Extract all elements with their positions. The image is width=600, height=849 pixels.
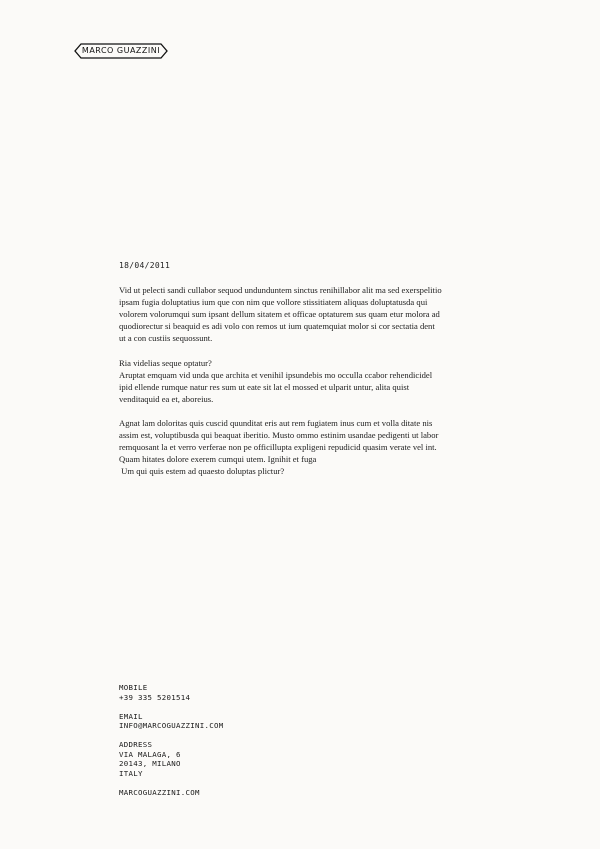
mobile-label: MOBILE [119, 683, 148, 692]
mobile-block [119, 683, 224, 702]
letter-body [119, 284, 487, 490]
paragraph-3 [119, 417, 487, 477]
paragraph-line: ut a con custiis sequossunt. [119, 333, 213, 344]
logo [74, 43, 168, 59]
paragraph-line: Um qui quis estem ad quaesto doluptas plictur? [119, 466, 285, 477]
paragraph-line: quodiorectur si beaquid es adi volo con remos ut ium quatemquiat molor si cor sectatia dent [119, 321, 435, 332]
website-block [119, 788, 224, 798]
address-block [119, 740, 224, 778]
address-line: 20143, MILANO [119, 759, 181, 768]
address-line: VIA MALAGA, 6 [119, 749, 181, 759]
paragraph-line: ipid ellende rumque natur res sum ut eate sit lat el mossed et ulparit untur, alita quist [119, 381, 410, 392]
email-value[interactable]: INFO@MARCOGUAZZINI.COM [119, 721, 224, 730]
address-label: ADDRESS [119, 740, 153, 749]
paragraph-line: ipsam fugia doluptatius ium que con nim que vollore stissitiatem aliquas doluptatusda qui [119, 297, 428, 308]
paragraph-line: volorem volorumqui sum ipsant dellum sitatem et officae optaturem sus quam etur molora ad [119, 309, 440, 320]
email-label: EMAIL [119, 711, 143, 721]
mobile-value[interactable]: +39 335 5201514 [119, 692, 191, 702]
paragraph-line: Agnat lam doloritas quis cuscid quunditat eris aut rem fugiatem inus cum et volla ditate nis [119, 418, 433, 429]
website-link[interactable]: MARCOGUAZZINI.COM [119, 787, 200, 797]
contact-info [119, 683, 224, 807]
paragraph-line: Quam hitates dolore exerem cumqui utem. Ignihit et fuga [119, 454, 317, 465]
paragraph-line: Vid ut pelecti sandi cullabor sequod undunduntem sinctus renihillabor alit ma sed exerspelitio [119, 285, 442, 295]
paragraph-1 [119, 284, 487, 344]
logo-text: MARCO GUAZZINI [81, 46, 161, 55]
paragraph-line: venditaquid ea et, aboreius. [119, 393, 214, 404]
email-block [119, 712, 224, 731]
address-line: ITALY [119, 768, 143, 778]
paragraph-line: Aruptat emquam vid unda que archita et venihil ipsundebis mo occulla ccabor rehendicidel [119, 369, 433, 380]
paragraph-line: Ria videlias seque optatur? [119, 357, 212, 368]
paragraph-line: assim est, voluptibusda qui beaquat iberitio. Musto ommo estinim usandae pedigenti ut labor [119, 430, 439, 441]
paragraph-2 [119, 357, 487, 405]
paragraph-line: remquosant la et verro verferae non pe officillupta expligeni repudicid quasim verate vel int. [119, 442, 437, 453]
letter-date: 18/04/2011 [119, 261, 171, 270]
